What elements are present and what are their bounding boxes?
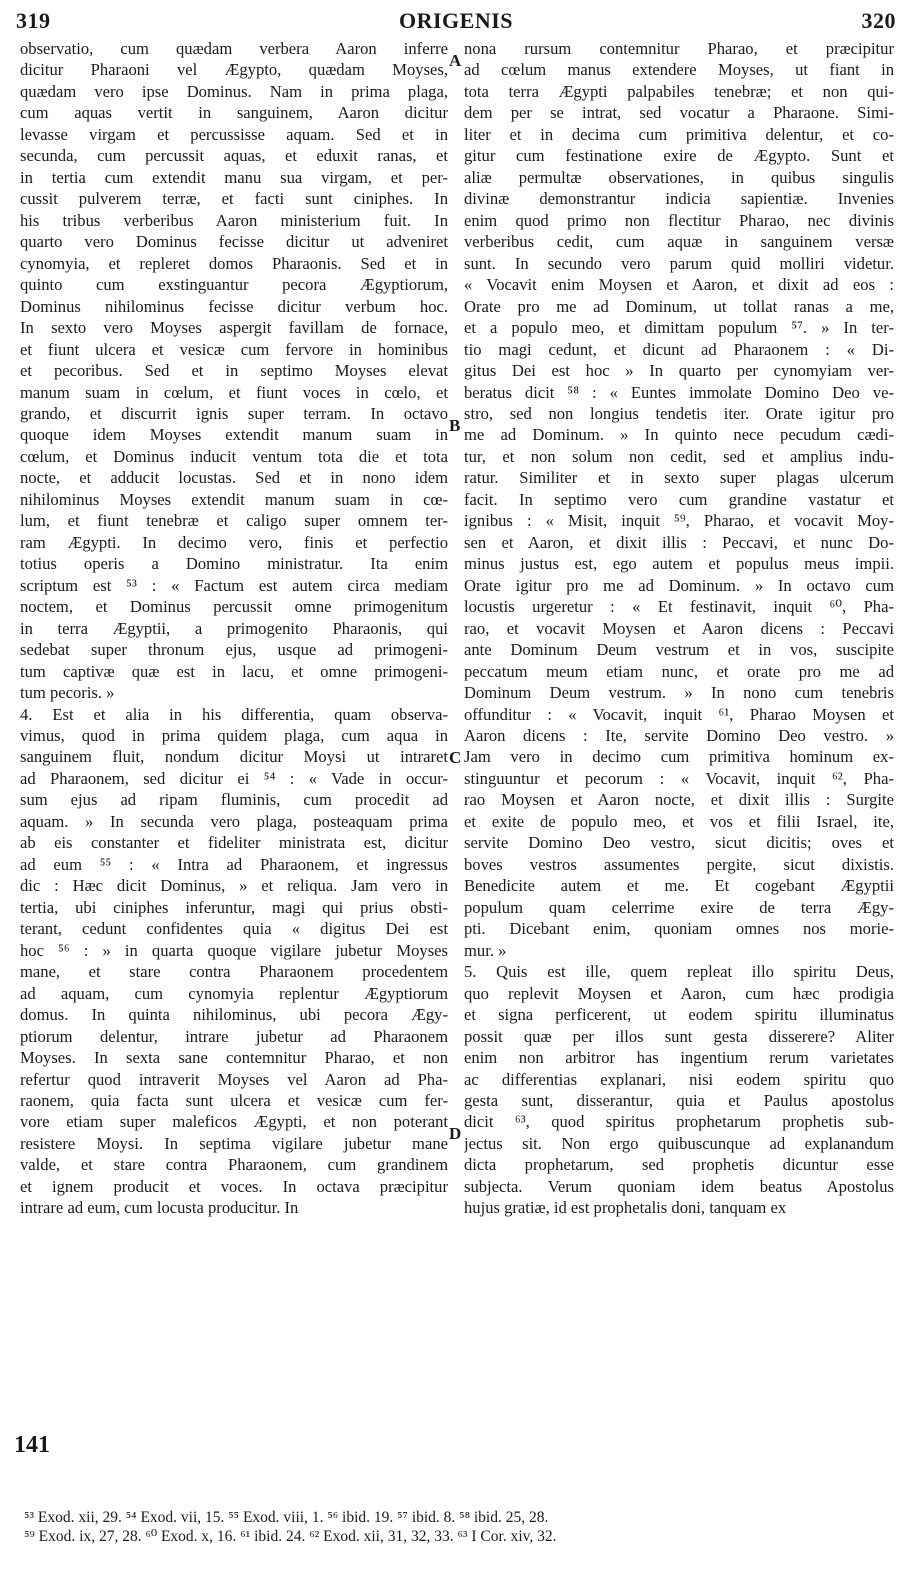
text-line: sunt. In secundo vero parum quid molliri videtur.	[464, 253, 894, 273]
signature-number: 141	[14, 1432, 50, 1458]
text-line: manum suam in cœlum, et fiunt voces in cœlo, et	[20, 382, 448, 402]
text-line: rao, et vocavit Moysen et Aaron dicens : Peccavi	[464, 618, 894, 638]
text-line: resistere Moysi. In septima vigilare jubetur mane	[20, 1133, 448, 1153]
footnotes	[24, 1508, 894, 1546]
text-line: valde, et stare contra Pharaonem, cum grandinem	[20, 1155, 448, 1175]
text-line: terant, cedunt confidentes quia « digitus Dei est	[20, 919, 448, 939]
text-line: gitus Dei est hoc » In quarto per cynomyiam ver-	[464, 361, 894, 381]
text-line: quædam vero ipse Dominus. Nam in prima plaga,	[20, 81, 448, 101]
text-line: refertur quod intraverit Moyses vel Aaron ad Pha-	[20, 1069, 448, 1089]
text-line: cussit pulverem terræ, et facti sunt ciniphes. In	[20, 189, 448, 209]
text-line: dicit ⁶³, quod spiritus prophetarum prophetis sub-	[464, 1112, 894, 1132]
text-line: levasse virgam et percussisse aquam. Sed et in	[20, 124, 448, 144]
text-line: ad aquam, cum cynomyia replentur Ægyptiorum	[20, 983, 448, 1003]
text-line: 5. Quis est ille, quem repleat illo spiritu Deus,	[464, 962, 894, 982]
footnote-line: ⁵⁹ Exod. ix, 27, 28. ⁶⁰ Exod. x, 16. ⁶¹ ibid. 24. ⁶² Exod. xii, 31, 32, 33. ⁶³ I Cor. xiv, 32.	[24, 1528, 557, 1545]
text-line: populum quam celerrime exire de terra Ægy-	[464, 897, 894, 917]
text-line: gesta sunt, disserantur, quia et Paulus apostolus	[464, 1090, 894, 1110]
text-line: verberibus cedit, cum aquæ in sanguinem versæ	[464, 232, 894, 252]
text-line: Moyses. In sexta sane contemnitur Pharao, et non	[20, 1048, 448, 1068]
footnote-line: ⁵³ Exod. xii, 29. ⁵⁴ Exod. vii, 15. ⁵⁵ Exod. viii, 1. ⁵⁶ ibid. 19. ⁵⁷ ibid. 8. ⁵⁸ ibid. 25, 28.	[24, 1509, 549, 1526]
text-line: et signa perficerent, ut eodem spiritu illuminatus	[464, 1005, 894, 1025]
text-line: cum aquas vertit in sanguinem, Aaron dicitur	[20, 103, 448, 123]
text-line: jectus sit. Non ergo quibuscunque ad explanandum	[464, 1133, 894, 1153]
text-line: vore etiam super maleficos Ægypti, et non poterant	[20, 1112, 448, 1132]
text-line: ignibus : « Misit, inquit ⁵⁹, Pharao, et vocavit Moy-	[464, 511, 894, 531]
text-line: offunditur : « Vocavit, inquit ⁶¹, Pharao Moysen et	[464, 704, 894, 724]
margin-letter-d: D	[449, 1124, 462, 1143]
text-line: ad cœlum manus extendere Moyses, ut fiant in	[464, 60, 894, 80]
text-line: sedebat super thronum ejus, usque ad primogeni-	[20, 640, 448, 660]
text-line: minus justus est, ego autem et populus meus impii.	[464, 554, 894, 574]
text-line: Aaron dicens : Ite, servite Domino Deo vestro. »	[464, 726, 894, 745]
text-line: sen et Aaron, et dixit illis : Peccavi, et nunc Do-	[464, 532, 894, 552]
text-line: tio magi cedunt, et dicunt ad Pharaonem : « Di-	[464, 339, 894, 359]
text-line: tur, et non solum non cedit, sed et amplius indu-	[464, 446, 894, 466]
running-title: ORIGENIS	[398, 8, 514, 33]
text-line: ac differentias explanari, nisi eodem spiritu quo	[464, 1069, 894, 1089]
text-line: mane, et stare contra Pharaonem procedentem	[20, 962, 448, 982]
text-line: subjecta. Verum quoniam idem beatus Apostolus	[464, 1176, 894, 1196]
text-line: enim quod primo non flectitur Pharao, nec divinis	[464, 210, 894, 230]
text-line: In sexto vero Moyses aspergit favillam de fornace,	[20, 318, 448, 338]
text-line: totius operis a Domino ministratur. Ita enim	[20, 554, 448, 574]
text-line: nihilominus Moyses extendit manum suam in cœ-	[20, 489, 448, 509]
text-line: scriptum est ⁵³ : « Factum est autem circa mediam	[20, 575, 448, 595]
text-line: locustis urgeretur : « Et festinavit, inquit ⁶⁰, Pha-	[464, 597, 894, 617]
text-line: ante Dominum Deum vestrum et in vos, suscipite	[464, 640, 894, 660]
text-line: dic : Hæc dicit Dominus, » et reliqua. Jam vero in	[20, 876, 448, 896]
text-line: tertia, ubi ciniphes inferuntur, magi qui prius obsti-	[20, 897, 448, 917]
text-line: et pecoribus. Sed et in septimo Moyses elevat	[20, 361, 448, 381]
margin-letter-a: A	[449, 51, 462, 70]
text-line: quarto vero Dominus fecisse dicitur ut adveniret	[20, 232, 448, 252]
text-line: mur. »	[464, 940, 507, 960]
text-line: nocte, et adducit locustas. Sed et in nono idem	[20, 468, 448, 488]
text-line: Orate igitur pro me ad Dominum. » In octavo cum	[464, 575, 894, 595]
text-line: peccatum meum etiam nunc, et orate pro me ad	[464, 661, 894, 681]
text-line: raonem, quia facta sunt ulcera et vesicæ cum fer-	[20, 1090, 448, 1110]
text-line: 4. Est et alia in his differentia, quam observa-	[20, 704, 448, 724]
text-line: rao Moysen et Aaron nocte, et dixit illis : Surgite	[464, 790, 894, 810]
margin-letter-b: B	[449, 416, 461, 435]
text-line: tum captivæ quæ est in lacu, et omne primogeni-	[20, 661, 448, 681]
text-line: Benedicite autem et me. Et cogebant Ægyptii	[464, 876, 894, 896]
page-header	[16, 8, 896, 38]
text-line: possit quæ per illos sunt gesta disserere? Aliter	[464, 1026, 894, 1046]
text-line: nona rursum contemnitur Pharao, et præcipitur	[464, 39, 894, 58]
text-line: intrare ad eum, cum locusta producitur. In	[20, 1198, 299, 1218]
text-line: ratur. Similiter et in sexto super plagas ulcerum	[464, 468, 894, 488]
text-line: vimus, quod in prima quidem plaga, cum aqua in	[20, 726, 448, 745]
text-line: ab eis constanter et fideliter ministrata est, dicitur	[20, 833, 448, 853]
text-line: stinguuntur et pecorum : « Vocavit, inquit ⁶², Pha-	[464, 768, 894, 788]
text-line: dem per se intrat, sed vocatur a Pharaone. Simi-	[464, 103, 894, 123]
text-line: tum pecoris. »	[20, 683, 115, 703]
text-line: me ad Dominum. » In quinto nece pecudum cædi-	[464, 425, 894, 445]
text-line: in terra Ægyptii, a primogenito Pharaonis, qui	[20, 618, 448, 638]
text-line: observatio, cum quædam verbera Aaron inferre	[20, 39, 448, 58]
text-line: boves vestros assumentes pergite, sicut dixistis.	[464, 854, 894, 874]
right-column	[464, 38, 894, 1219]
text-line: « Vocavit enim Moysen et Aaron, et dixit ad eos :	[464, 275, 894, 295]
text-line: et ignem producit et voces. In octava præcipitur	[20, 1176, 448, 1196]
text-line: servite Domino Deo vestro, sicut dicitis; oves et	[464, 833, 894, 853]
text-line: cynomyia, et repleret domos Pharaonis. Sed et in	[20, 253, 448, 273]
text-line: gitur cum festinatione exire de Ægypto. Sunt et	[464, 146, 894, 166]
text-line: sanguinem fluit, nondum dicitur Moysi ut intraret	[20, 747, 448, 767]
page-number-right: 320	[861, 8, 896, 33]
text-line: enim non arbitror has ingentium rerum varietates	[464, 1048, 894, 1068]
text-line: tota terra Ægypti palpabiles tenebræ; et non qui-	[464, 81, 894, 101]
text-line: beratus dicit ⁵⁸ : « Euntes immolate Domino Deo ve-	[464, 382, 894, 402]
text-line: aquam. » In secunda vero plaga, posteaquam prima	[20, 811, 448, 831]
text-line: his tribus verberibus Aaron ministerium fuit. In	[20, 210, 448, 230]
text-line: et fiunt ulcera et vesicæ cum fervore in hominibus	[20, 339, 448, 359]
text-line: liter et in decima cum primitiva delentur, et co-	[464, 124, 894, 144]
text-line: lum, et fiunt tenebræ et caligo super omnem ter-	[20, 511, 448, 531]
left-column	[20, 38, 448, 1219]
text-line: dicta prophetarum, sed prophetis dicuntur esse	[464, 1155, 894, 1175]
text-line: ad Pharaonem, sed dicitur ei ⁵⁴ : « Vade in occur-	[20, 768, 448, 788]
text-line: grando, et discurrit ignis super terram. In octavo	[20, 403, 448, 423]
text-line: Orate pro me ad Dominum, ut tollat ranas a me,	[464, 296, 894, 316]
text-line: Jam vero in decimo cum primitiva hominum ex-	[464, 747, 894, 767]
text-line: Dominus nihilominus fecisse dicitur verbum hoc.	[20, 296, 448, 316]
text-line: quo replevit Moysen et Aaron, cum hæc prodigia	[464, 983, 894, 1003]
text-line: ptiorum delentur, intrare jubetur ad Pharaonem	[20, 1026, 448, 1046]
text-line: cœlum, et Dominus inducit ventum tota die et tota	[20, 446, 448, 466]
text-line: facit. In septimo vero cum grandine vastatur et	[464, 489, 894, 509]
text-line: ad eum ⁵⁵ : « Intra ad Pharaonem, et ingressus	[20, 854, 448, 874]
text-line: in tertia cum extendit manu sua virgam, et per-	[20, 167, 448, 187]
text-line: et a populo meo, et dimittam populum ⁵⁷. » In ter-	[464, 318, 894, 338]
page-number-left: 319	[16, 8, 51, 33]
text-line: divinæ demonstrantur indicia sapientiæ. Invenies	[464, 189, 894, 209]
text-line: hoc ⁵⁶ : » in quarta quoque vigilare jubetur Moyses	[20, 940, 448, 960]
text-line: et exite de populo meo, et vos et filii Israel, ite,	[464, 811, 894, 831]
text-line: quoque idem Moyses extendit manum suam in	[20, 425, 448, 445]
text-line: domus. In quinta nihilominus, ubi pecora Ægy-	[20, 1005, 448, 1025]
margin-letter-c: C	[449, 748, 462, 767]
text-line: aliæ permultæ observationes, in quibus singulis	[464, 167, 894, 187]
text-line: ram Ægypti. In decimo vero, finis et perfectio	[20, 532, 448, 552]
text-line: stro, sed non longius tendetis iter. Orate igitur pro	[464, 403, 894, 423]
text-line: hujus gratiæ, id est prophetalis doni, tanquam ex	[464, 1198, 787, 1218]
text-line: Dominum Deum vestrum. » In nono cum tenebris	[464, 683, 894, 703]
text-line: noctem, et Dominus percussit omne primogenitum	[20, 597, 448, 617]
text-line: secunda, cum percussit aquas, et eduxit ranas, et	[20, 146, 448, 166]
text-line: pti. Dicebant enim, quoniam omnes nos morie-	[464, 919, 894, 939]
text-line: sum ejus ad ripam fluminis, cum procedit ad	[20, 790, 448, 810]
text-line: quinto cum exstinguantur pecora Ægyptiorum,	[20, 275, 448, 295]
text-line: dicitur Pharaoni vel Ægypto, quædam Moyses,	[20, 60, 448, 80]
